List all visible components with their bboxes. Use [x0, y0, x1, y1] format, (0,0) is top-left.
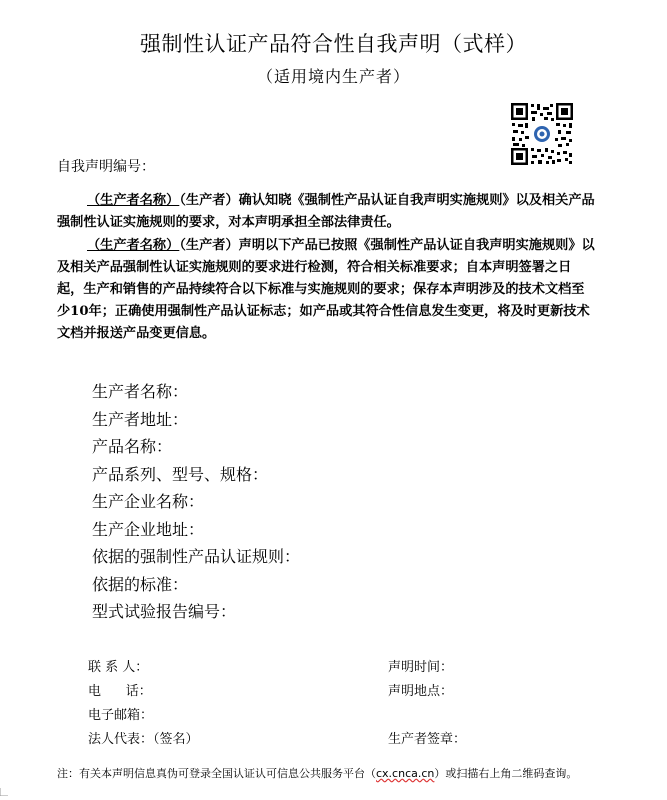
field-producer-address: 生产者地址：: [92, 409, 189, 429]
field-producer-name: 生产者名称：: [92, 382, 189, 401]
field-product-name: 产品名称：: [92, 437, 173, 456]
document-subtitle: （适用境内生产者）: [256, 67, 410, 86]
declaration-time-label: 声明时间：: [388, 660, 454, 675]
paragraph-text: （生产者）声明以下产品已按照《强制性产品认证自我声明实施规则》以及相关产品强制性认证实施规则的要求进行检测，符合相关标准要求；自本声明签署之日起，生产和销售的产品持续符合以下标准与实施规则的要求；保存本声明涉及的技术文档至少10年；正确使用强制性产品认证标志；如产品或其符合性信息发生变更，将及时更新技术文档并报送产品变更信息。: [57, 238, 595, 341]
producer-seal-label: 生产者签章：: [388, 732, 467, 747]
declaration-number-label: 自我声明编号：: [57, 159, 155, 175]
field-certification-rules: 依据的强制性产品认证规则：: [92, 547, 301, 566]
field-product-series-model: 产品系列、型号、规格：: [92, 464, 269, 484]
field-manufacturer-address: 生产企业地址：: [92, 519, 205, 539]
field-standards: 依据的标准：: [92, 574, 189, 594]
paragraph-text: （生产者）确认知晓《强制性产品认证自我声明实施规则》以及相关产品强制性认证实施规则的要求，对本声明承担全部法律责任。: [57, 193, 595, 230]
paragraph-acknowledgement: [57, 190, 597, 234]
phone-label: 电 话：: [88, 684, 152, 699]
legal-representative-label: 法人代表：（签名）: [88, 732, 199, 747]
qr-code-icon: [510, 102, 574, 166]
email-label: 电子邮箱：: [88, 708, 154, 723]
note-prefix: 注：有关本声明信息真伪可登录全国认证认可信息公共服务平台（: [57, 767, 376, 780]
producer-name-placeholder: （生产者名称）: [87, 238, 180, 253]
footnote: [57, 765, 577, 781]
field-type-test-report-number: 型式试验报告编号：: [92, 602, 237, 621]
paragraph-declaration: [57, 235, 597, 345]
contact-person-label: 联 系 人：: [88, 660, 149, 675]
corner-mark-icon: [0, 788, 8, 796]
platform-link[interactable]: cx.cnca.cn: [376, 767, 435, 780]
declaration-place-label: 声明地点：: [388, 684, 454, 699]
product-fields: [92, 378, 300, 626]
field-manufacturer-name: 生产企业名称：: [92, 492, 205, 511]
producer-name-placeholder: （生产者名称）: [87, 193, 180, 208]
document-title: 强制性认证产品符合性自我声明（式样）: [140, 32, 527, 56]
note-suffix: ）或扫描右上角二维码查询。: [434, 767, 578, 780]
